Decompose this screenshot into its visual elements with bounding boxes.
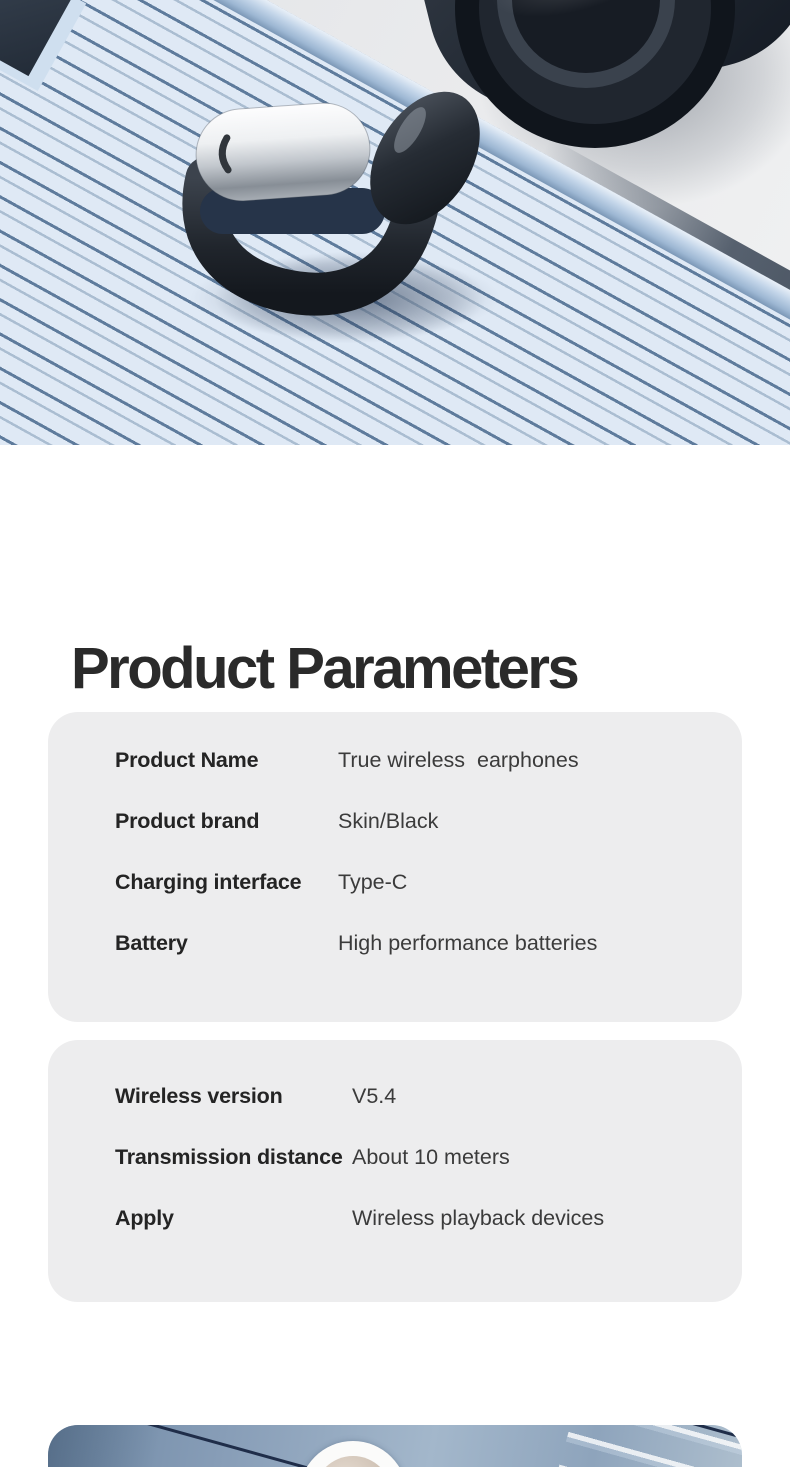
spec-value: True wireless earphones xyxy=(338,748,579,772)
spec-value: Wireless playback devices xyxy=(352,1206,605,1230)
spec-label: Charging interface xyxy=(115,870,302,894)
spec-label: Product brand xyxy=(115,809,260,833)
spec-row xyxy=(115,730,742,791)
footer-earbud-ring xyxy=(299,1441,407,1467)
spec-label: Wireless version xyxy=(115,1084,283,1108)
earbud-illustration xyxy=(170,68,500,348)
spec-value: Type-C xyxy=(338,870,408,894)
footer-product-photo xyxy=(48,1425,742,1467)
footer-shade xyxy=(48,1425,188,1467)
spec-value: About 10 meters xyxy=(352,1145,510,1169)
spec-value: Skin/Black xyxy=(338,809,439,833)
spec-row xyxy=(115,913,742,974)
footer-highlight-streaks xyxy=(541,1425,742,1467)
spec-row xyxy=(115,1127,742,1188)
hero-product-photo xyxy=(0,0,790,445)
spec-card-wireless xyxy=(48,1040,742,1302)
spec-row xyxy=(115,1066,742,1127)
spec-label: Apply xyxy=(115,1206,174,1230)
spec-card-basic xyxy=(48,712,742,1022)
spec-row xyxy=(115,791,742,852)
spec-label: Transmission distance xyxy=(115,1145,343,1169)
spec-label: Battery xyxy=(115,931,188,955)
spec-value: High performance batteries xyxy=(338,931,598,955)
spec-row xyxy=(115,1188,742,1249)
page-title: Product Parameters xyxy=(71,635,578,701)
spec-value: V5.4 xyxy=(352,1084,397,1108)
spec-row xyxy=(115,852,742,913)
spec-label: Product Name xyxy=(115,748,259,772)
